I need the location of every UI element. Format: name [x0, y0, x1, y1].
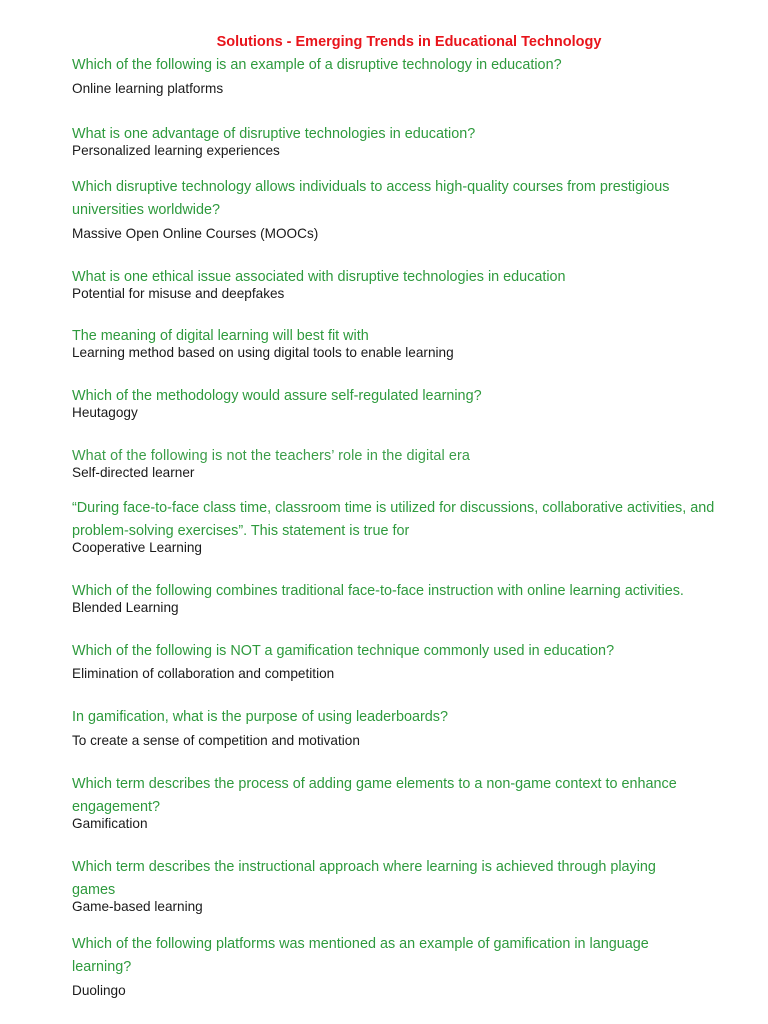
question-11: In gamification, what is the purpose of using leaderboards?: [72, 709, 448, 725]
question-14: Which of the following platforms was mentioned as an example of gamification in language learning?: [72, 936, 649, 975]
answer-9: Blended Learning: [72, 600, 179, 615]
question-13: Which term describes the instructional approach where learning is achieved through playing games: [72, 859, 656, 898]
answer-1: Online learning platforms: [72, 81, 224, 96]
question-1: Which of the following is an example of a disruptive technology in education?: [72, 57, 562, 73]
question-12: Which term describes the process of adding game elements to a non-game context to enhance engagement?: [72, 776, 677, 815]
answer-8: Cooperative Learning: [72, 540, 202, 555]
answer-10: Elimination of collaboration and competition: [72, 666, 335, 681]
question-6: Which of the methodology would assure self-regulated learning?: [72, 388, 482, 404]
answer-12: Gamification: [72, 816, 148, 831]
question-8: “During face-to-face class time, classroom time is utilized for discussions, collaborative activities, and problem-solving exercises”. This statement is true for: [72, 500, 715, 539]
answer-13: Game-based learning: [72, 899, 203, 914]
answer-6: Heutagogy: [72, 405, 138, 420]
answer-5: Learning method based on using digital tools to enable learning: [72, 345, 454, 360]
question-4: What is one ethical issue associated with disruptive technologies in education: [72, 269, 566, 285]
question-10: Which of the following is NOT a gamification technique commonly used in education?: [72, 643, 615, 659]
question-2: What is one advantage of disruptive technologies in education?: [72, 126, 476, 142]
answer-2: Personalized learning experiences: [72, 143, 280, 158]
answer-7: Self-directed learner: [72, 465, 195, 480]
answer-11: To create a sense of competition and motivation: [72, 733, 360, 748]
answer-3: Massive Open Online Courses (MOOCs): [72, 226, 319, 241]
answer-4: Potential for misuse and deepfakes: [72, 286, 285, 301]
document-title: Solutions - Emerging Trends in Educational Technology: [216, 34, 602, 50]
question-3: Which disruptive technology allows individuals to access high-quality courses from prestigious universities worldwide?: [72, 179, 670, 218]
question-5: The meaning of digital learning will best fit with: [72, 328, 369, 344]
question-9: Which of the following combines traditional face-to-face instruction with online learning activities.: [72, 583, 684, 599]
question-7: What of the following is not the teachers’ role in the digital era: [72, 448, 471, 464]
answer-14: Duolingo: [72, 983, 126, 998]
